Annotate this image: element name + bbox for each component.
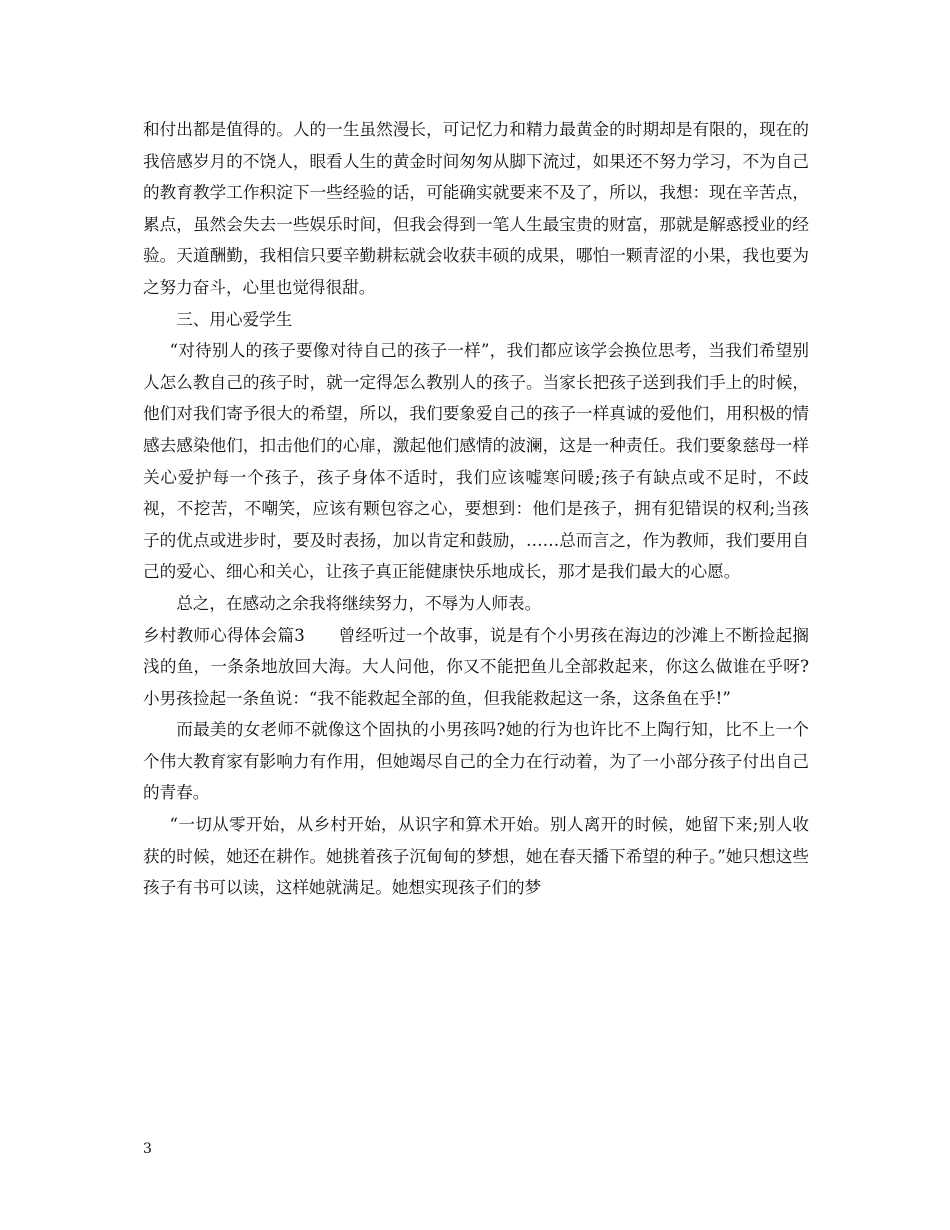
paragraph-article-3-start: 乡村教师心得体会篇3 曾经听过一个故事，说是有个小男孩在海边的沙滩上不断捡起搁浅的鱼，一条条地放回大海。大人问他，你又不能把鱼儿全部救起来，你这么做谁在乎呀?小男孩捡起一条鱼说：“我不能救起全部的鱼，但我能救起这一条，这条鱼在乎!” xyxy=(143,625,809,708)
paragraph-conclusion: 总之，在感动之余我将继续努力，不辱为人师表。 xyxy=(176,593,542,613)
paragraph-teacher-boy: 而最美的女老师不就像这个固执的小男孩吗?她的行为也许比不上陶行知，比不上一个个伟大教育家有影响力有作用，但她竭尽自己的全力在行动着，为了一小部分孩子付出自己的青春。 xyxy=(143,720,809,803)
page-body xyxy=(143,114,809,904)
paragraph-love-students: “对待别人的孩子要像对待自己的孩子一样”，我们都应该学会换位思考，当我们希望别人怎么教自己的孩子时，就一定得怎么教别人的孩子。当家长把孩子送到我们手上的时候，他们对我们寄予很大的希望，所以，我们要象爱自己的孩子一样真诚的爱他们，用积极的情感去感染他们，扣击他们的心扉，激起他们感情的波澜，这是一种责任。我们要象慈母一样关心爱护每一个孩子，孩子身体不适时，我们应该嘘寒问暖;孩子有缺点或不足时，不歧视，不挖苦，不嘲笑，应该有颗包容之心，要想到：他们是孩子，拥有犯错误的权利;当孩子的优点或进步时，要及时表扬，加以肯定和鼓励，……总而言之，作为教师，我们要用自己的爱心、细心和关心，让孩子真正能健康快乐地成长，那才是我们最大的心愿。 xyxy=(143,341,809,582)
section-heading: 三、用心爱学生 xyxy=(176,309,293,329)
paragraph-quote-rural: “一切从零开始，从乡村开始，从识字和算术开始。别人离开的时候，她留下来;别人收获的时候，她还在耕作。她挑着孩子沉甸甸的梦想，她在春天播下希望的种子。”她只想这些孩子有书可以读，这样她就满足。她想实现孩子们的梦 xyxy=(143,815,809,898)
paragraph-continued-text: 和付出都是值得的。人的一生虽然漫长，可记忆力和精力最黄金的时期却是有限的，现在的我倍感岁月的不饶人，眼看人生的黄金时间匆匆从脚下流过，如果还不努力学习，不为自己的教育教学工作积淀下一些经验的话，可能确实就要来不及了，所以，我想：现在辛苦点，累点，虽然会失去一些娱乐时间，但我会得到一笔人生最宝贵的财富，那就是解惑授业的经验。天道酬勤，我相信只要辛勤耕耘就会收获丰硕的成果，哪怕一颗青涩的小果，我也要为之努力奋斗，心里也觉得很甜。 xyxy=(143,120,809,297)
page-number: 3 xyxy=(143,1141,152,1157)
